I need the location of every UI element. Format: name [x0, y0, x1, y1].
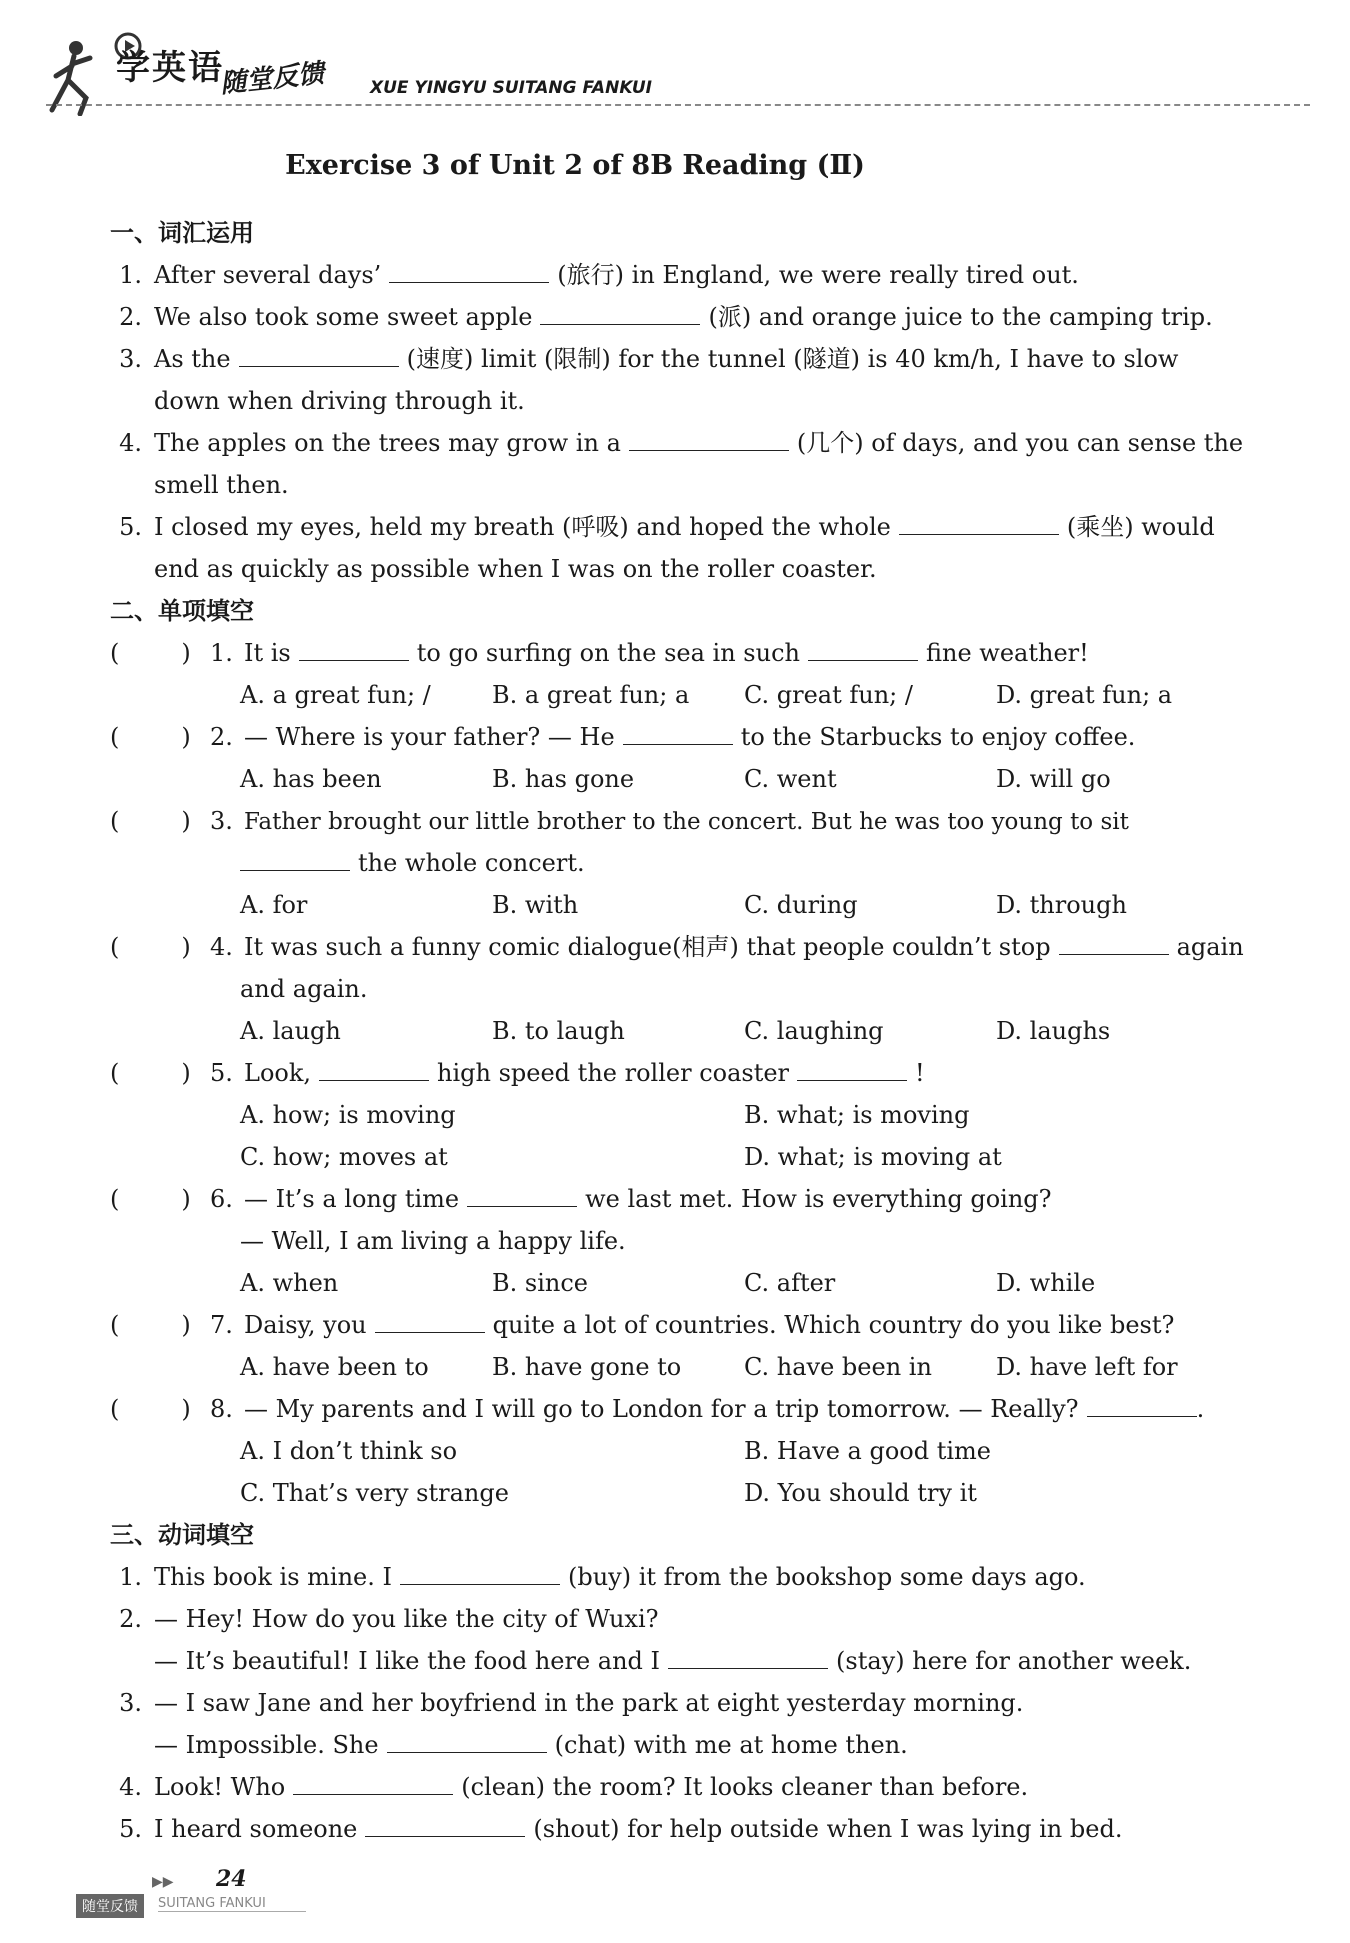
page-number: 24	[216, 1866, 247, 1892]
s2-q1: ( ) 1. It is to go surfing on the sea in such fine weather!	[110, 632, 1260, 674]
answer-blank[interactable]	[797, 1052, 907, 1081]
s2-q3: ( ) 3. Father brought our little brother to the concert. But he was too young to sit	[110, 800, 1260, 842]
s2-q6-options: A. when B. since C. after D. while	[240, 1269, 1096, 1297]
brand-subtitle: 随堂反馈	[218, 58, 326, 100]
footer-arrow-icon: ▶▶	[152, 1874, 174, 1890]
s1-item-4: 4. The apples on the trees may grow in a (几个) of days, and you can sense the	[110, 422, 1260, 464]
s2-q3-options: A. for B. with C. during D. through	[240, 891, 1127, 919]
s2-q7: ( ) 7. Daisy, you quite a lot of countries. Which country do you like best?	[110, 1304, 1260, 1346]
answer-paren[interactable]: ( )	[110, 723, 191, 751]
s1-item-3-cont: down when driving through it.	[154, 387, 525, 415]
s2-q7-options: A. have been to B. have gone to C. have been in D. have left for	[240, 1353, 1178, 1381]
answer-blank[interactable]	[365, 1808, 525, 1837]
s2-q4: ( ) 4. It was such a funny comic dialogue(相声) that people couldn’t stop again	[110, 926, 1260, 968]
worksheet-body	[110, 212, 1260, 1850]
answer-blank[interactable]	[375, 1304, 485, 1333]
s3-item-2-cont: — It’s beautiful! I like the food here and I (stay) here for another week.	[110, 1640, 1260, 1682]
answer-blank[interactable]	[1087, 1388, 1197, 1417]
s3-item-4: 4. Look! Who (clean) the room? It looks cleaner than before.	[110, 1766, 1260, 1808]
s3-item-1: 1. This book is mine. I (buy) it from the bookshop some days ago.	[110, 1556, 1260, 1598]
s1-item-5: 5. I closed my eyes, held my breath (呼吸) and hoped the whole (乘坐) would	[110, 506, 1260, 548]
header-divider	[46, 104, 1310, 106]
s2-q4-options: A. laugh B. to laugh C. laughing D. laughs	[240, 1017, 1111, 1045]
s3-item-3-cont: — Impossible. She (chat) with me at home then.	[110, 1724, 1260, 1766]
s2-q6-cont: — Well, I am living a happy life.	[240, 1227, 626, 1255]
section2-heading: 二、单项填空	[110, 597, 254, 625]
s2-q2: ( ) 2. — Where is your father? — He to the Starbucks to enjoy coffee.	[110, 716, 1260, 758]
s1-item-2: 2. We also took some sweet apple (派) and orange juice to the camping trip.	[110, 296, 1260, 338]
footer-text: SUITANG FANKUI	[158, 1896, 306, 1912]
s1-item-5-cont: end as quickly as possible when I was on the roller coaster.	[154, 555, 877, 583]
section1-heading: 一、词汇运用	[110, 219, 254, 247]
section3-heading: 三、动词填空	[110, 1521, 254, 1549]
s2-q8-options-cd: C. That’s very strange D. You should try it	[240, 1479, 977, 1507]
answer-blank[interactable]	[467, 1178, 577, 1207]
answer-paren[interactable]: ( )	[110, 1185, 191, 1213]
s1-item-4-cont: smell then.	[154, 471, 289, 499]
s2-q4-cont: and again.	[240, 975, 368, 1003]
answer-blank[interactable]	[293, 1766, 453, 1795]
answer-paren[interactable]: ( )	[110, 1311, 191, 1339]
answer-blank[interactable]	[1059, 926, 1169, 955]
s3-item-3: 3. — I saw Jane and her boyfriend in the park at eight yesterday morning.	[119, 1689, 1024, 1717]
answer-paren[interactable]: ( )	[110, 933, 191, 961]
s2-q8-options-ab: A. I don’t think so B. Have a good time	[240, 1437, 991, 1465]
answer-paren[interactable]: ( )	[110, 639, 191, 667]
s2-q2-options: A. has been B. has gone C. went D. will go	[240, 765, 1111, 793]
exercise-title: Exercise 3 of Unit 2 of 8B Reading (Ⅱ)	[285, 150, 865, 181]
answer-blank[interactable]	[319, 1052, 429, 1081]
answer-paren[interactable]: ( )	[110, 807, 191, 835]
answer-blank[interactable]	[239, 338, 399, 367]
s2-q5-options-ab: A. how; is moving B. what; is moving	[240, 1101, 970, 1129]
answer-blank[interactable]	[808, 632, 918, 661]
answer-blank[interactable]	[623, 716, 733, 745]
answer-blank[interactable]	[629, 422, 789, 451]
answer-blank[interactable]	[899, 506, 1059, 535]
answer-blank[interactable]	[299, 632, 409, 661]
answer-blank[interactable]	[668, 1640, 828, 1669]
s2-q5: ( ) 5. Look, high speed the roller coaster !	[110, 1052, 1260, 1094]
s2-q8: ( ) 8. — My parents and I will go to London for a trip tomorrow. — Really? .	[110, 1388, 1260, 1430]
answer-paren[interactable]: ( )	[110, 1395, 191, 1423]
s2-q5-options-cd: C. how; moves at D. what; is moving at	[240, 1143, 1002, 1171]
s1-item-3: 3. As the (速度) limit (限制) for the tunnel (隧道) is 40 km/h, I have to slow	[110, 338, 1260, 380]
s2-q1-options: A. a great fun; / B. a great fun; a C. great fun; / D. great fun; a	[240, 681, 1173, 709]
brand-pinyin: XUE YINGYU SUITANG FANKUI	[370, 78, 653, 98]
answer-blank[interactable]	[240, 842, 350, 871]
answer-blank[interactable]	[389, 254, 549, 283]
answer-blank[interactable]	[387, 1724, 547, 1753]
answer-blank[interactable]	[540, 296, 700, 325]
answer-blank[interactable]	[400, 1556, 560, 1585]
answer-paren[interactable]: ( )	[110, 1059, 191, 1087]
s1-item-1: 1. After several days’ (旅行) in England, we were really tired out.	[110, 254, 1260, 296]
s2-q3-cont: the whole concert.	[110, 842, 1260, 884]
footer-badge: 随堂反馈	[76, 1894, 144, 1918]
s2-q6: ( ) 6. — It’s a long time we last met. How is everything going?	[110, 1178, 1260, 1220]
s3-item-2: 2. — Hey! How do you like the city of Wuxi?	[119, 1605, 659, 1633]
brand-title: 学英语	[116, 48, 224, 88]
s3-item-5: 5. I heard someone (shout) for help outside when I was lying in bed.	[110, 1808, 1260, 1850]
